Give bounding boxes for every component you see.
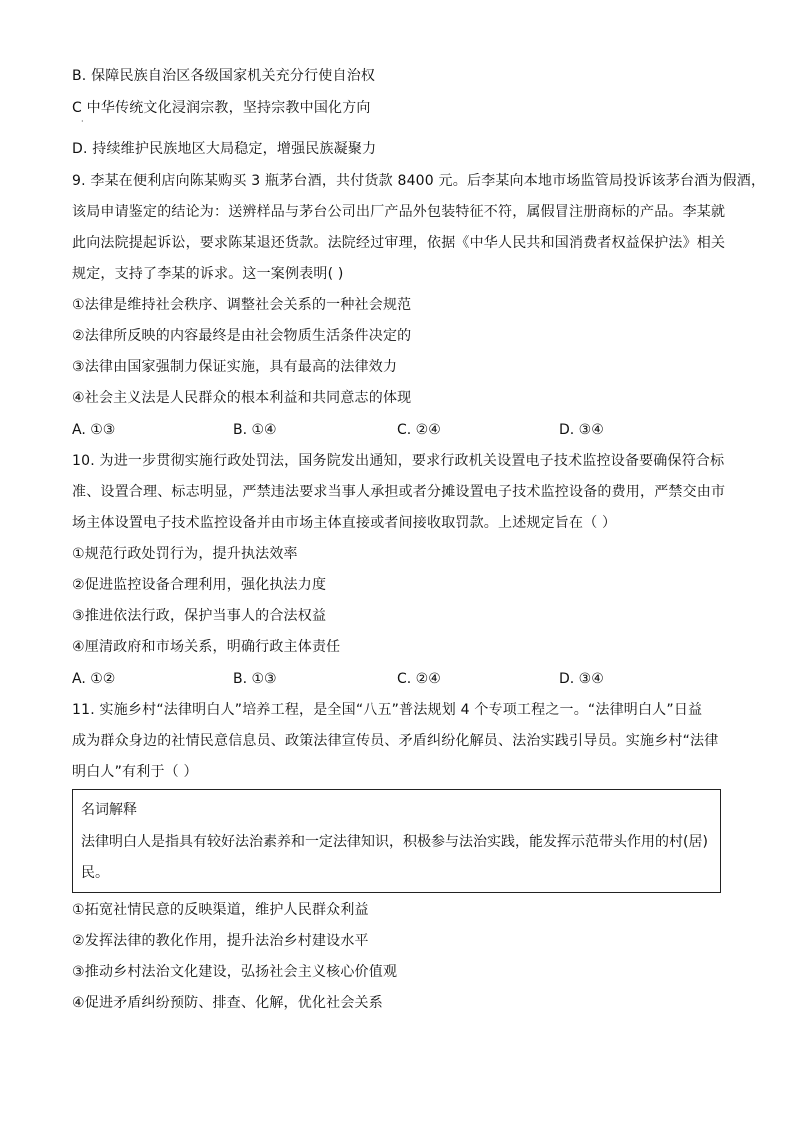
q10-choice-c: C. ②④ [397,671,441,687]
q9-stem-line: 此向法院提起诉讼，要求陈某退还货款。法院经过审理，依据《中华人民共和国消费者权益保护法》相关 [72,235,726,251]
q11-stem-line: 明白人”有利于（ ） [72,764,198,780]
q10-statement: ④厘清政府和市场关系，明确行政主体责任 [72,639,341,655]
term-box-title: 名词解释 [81,802,137,818]
term-box-text: 法律明白人是指具有较好法治素养和一定法律知识，积极参与法治实践，能发挥示范带头作用的村(居) [81,834,708,850]
q11-statement: ①拓宽社情民意的反映渠道，维护人民群众利益 [72,902,369,918]
q10-statement: ③推进依法行政，保护当事人的合法权益 [72,608,327,624]
q9-choice-d: D. ③④ [559,422,604,438]
q10-choice-b: B. ①③ [233,671,277,687]
q10-statement: ①规范行政处罚行为，提升执法效率 [72,546,298,562]
term-box-text: 民。 [81,865,109,881]
term-explanation-box [72,789,721,893]
q10-stem-line: 10. 为进一步贯彻实施行政处罚法，国务院发出通知，要求行政机关设置电子技术监控设备要确保符合标 [72,453,725,469]
q11-stem-line: 11. 实施乡村“法律明白人”培养工程，是全国“八五”普法规划 4 个专项工程之一。“法律明白人”日益 [72,702,703,718]
q9-statement: ①法律是维持社会秩序、调整社会关系的一种社会规范 [72,297,412,313]
q10-statement: ②促进监控设备合理利用，强化执法力度 [72,577,327,593]
q9-stem-line: 该局申请鉴定的结论为：送辨样品与茅台公司出厂产品外包装特征不符，属假冒注册商标的产品。李某就 [72,204,726,220]
q9-statement: ④社会主义法是人民群众的根本利益和共同意志的体现 [72,390,412,406]
q8-option-b: B. 保障民族自治区各级国家机关充分行使自治权 [72,68,376,84]
q9-choice-a: A. ①③ [72,422,116,438]
stray-dot: · [81,117,84,126]
q9-choice-c: C. ②④ [397,422,441,438]
q11-statement: ④促进矛盾纠纷预防、排查、化解，优化社会关系 [72,995,383,1011]
q9-choice-b: B. ①④ [233,422,277,438]
q9-stem-line: 规定，支持了李某的诉求。这一案例表明( ) [72,266,344,282]
q9-stem-line: 9. 李某在便利店向陈某购买 3 瓶茅台酒，共付货款 8400 元。后李某向本地市场监管局投诉该茅台酒为假酒， [72,173,766,189]
q8-option-c: C 中华传统文化浸润宗教，坚持宗教中国化方向 [72,100,371,116]
q10-choice-a: A. ①② [72,671,116,687]
q8-option-d: D. 持续维护民族地区大局稳定，增强民族凝聚力 [72,141,377,157]
q9-statement: ②法律所反映的内容最终是由社会物质生活条件决定的 [72,328,412,344]
q11-statement: ②发挥法律的教化作用，提升法治乡村建设水平 [72,933,369,949]
q11-statement: ③推动乡村法治文化建设，弘扬社会主义核心价值观 [72,964,398,980]
q10-stem-line: 场主体设置电子技术监控设备并由市场主体直接或者间接收取罚款。上述规定旨在（ ） [72,515,617,531]
q10-stem-line: 准、设置合理、标志明显，严禁违法要求当事人承担或者分摊设置电子技术监控设备的费用，严禁交由市 [72,484,726,500]
q9-statement: ③法律由国家强制力保证实施，具有最高的法律效力 [72,359,398,375]
q10-choice-d: D. ③④ [559,671,604,687]
q11-stem-line: 成为群众身边的社情民意信息员、政策法律宣传员、矛盾纠纷化解员、法治实践引导员。实施乡村“法律 [72,733,719,749]
